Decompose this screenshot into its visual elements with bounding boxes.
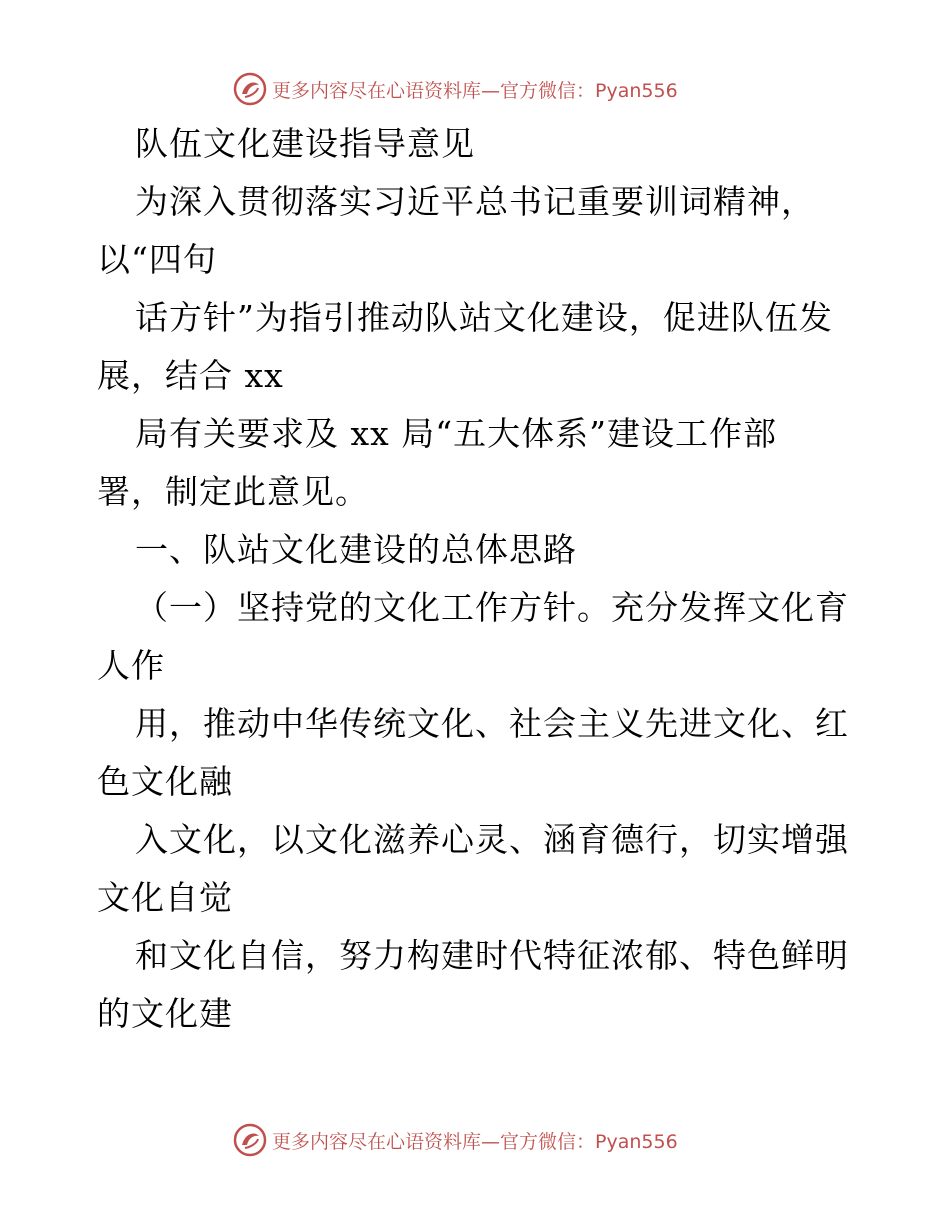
red-swirl-logo-icon	[233, 1123, 267, 1157]
body-line: 色文化融	[97, 762, 233, 801]
body-line: 人作	[97, 646, 165, 685]
body-line: 入文化，以文化滋养心灵、涵育德行，切实增强	[135, 820, 849, 859]
footer-banner-text: 更多内容尽在心语资料库—官方微信：Pyan556	[272, 1130, 678, 1153]
body-line: 用，推动中华传统文化、社会主义先进文化、红	[135, 704, 849, 743]
body-line: 话方针”为指引推动队站文化建设，促进队伍发	[135, 298, 833, 337]
header-banner	[233, 70, 678, 108]
footer-banner	[233, 1121, 678, 1159]
body-line: 和文化自信，努力构建时代特征浓郁、特色鲜明	[135, 936, 849, 975]
red-swirl-logo-icon	[233, 72, 267, 106]
body-line: 的文化建	[97, 994, 233, 1033]
body-line: 文化自觉	[97, 878, 233, 917]
body-line: 以“四句	[97, 240, 217, 279]
header-banner-text: 更多内容尽在心语资料库—官方微信：Pyan556	[272, 79, 678, 102]
section-heading: 一、队站文化建设的总体思路	[135, 530, 577, 569]
body-line: 展，结合 xx	[97, 356, 284, 395]
body-line: （一）坚持党的文化工作方针。充分发挥文化育	[135, 588, 849, 627]
document-title: 队伍文化建设指导意见	[135, 124, 475, 163]
body-line: 署，制定此意见。	[97, 472, 369, 511]
body-line: 局有关要求及 xx 局“五大体系”建设工作部	[135, 414, 777, 453]
document-body	[97, 115, 867, 1043]
body-line: 为深入贯彻落实习近平总书记重要训词精神，	[135, 182, 815, 221]
